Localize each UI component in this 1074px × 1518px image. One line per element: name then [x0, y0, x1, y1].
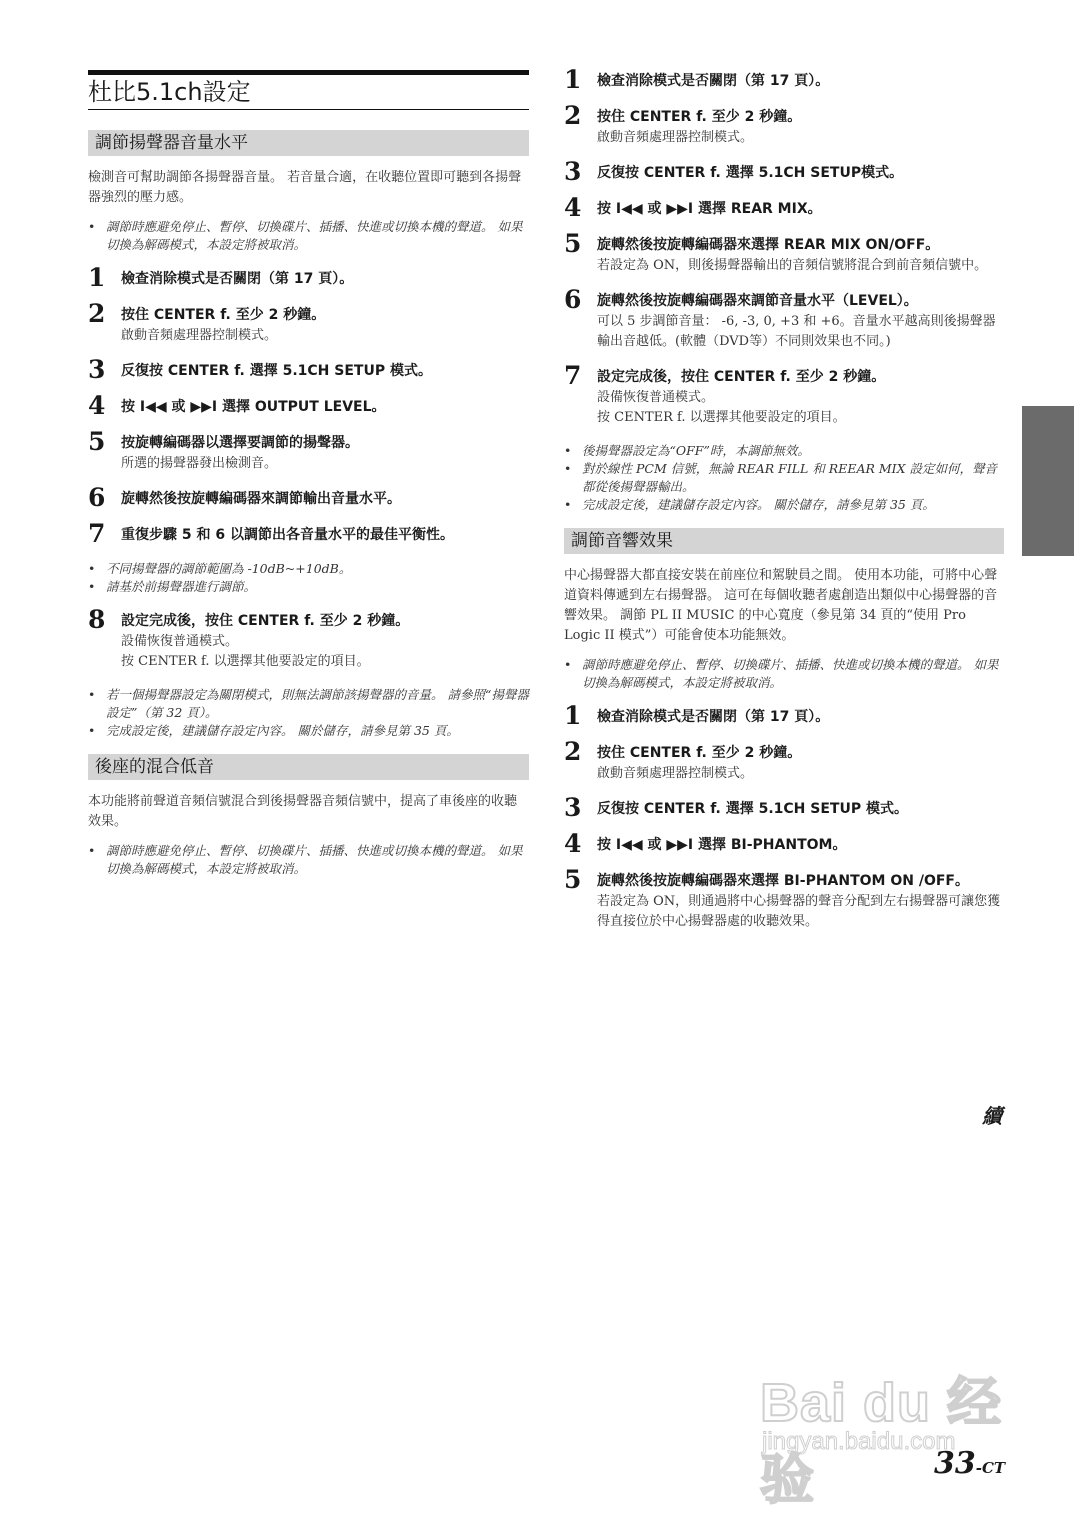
section-header-speaker-level: 調節揚聲器音量水平 [88, 130, 529, 156]
intro-text: 中心揚聲器大都直接安裝在前座位和駕駛員之間。 使用本功能，可將中心聲道資料傳遞到左右揚聲器。 這可在每個收聽者處創造出類似中心揚聲器的音響效果。 調節 PL II MUSIC 的中心寬度（參見第 34 頁的“使用 Pro Logic II 模式”）可能會使本功能無效。 [564, 568, 998, 643]
step-1: 1 檢查消除模式是否關閉（第 17 頁）。 [88, 263, 354, 292]
watermark-url: jingyan.baidu.com [762, 1428, 956, 1455]
section-header-acoustic-effect: 調節音響效果 [564, 528, 1004, 554]
page-title: 杜比5.1ch設定 [88, 78, 251, 106]
watermark-logo: Bai du 经验 [760, 1373, 1003, 1510]
page-number: 33-CT [934, 1446, 1006, 1481]
note-item: • 對於線性 PCM 信號，無論 REAR FILL 和 REEAR MIX 設定如何，聲音都從後揚聲器輸出。 [564, 461, 997, 494]
step-3: 3 反復按 CENTER f. 選擇 5.1CH SETUP 模式。 [88, 355, 432, 384]
step-7: 7 設定完成後，按住 CENTER f. 至少 2 秒鐘。 設備恢復普通模式。 按 CENTER f. 以選擇其他要設定的項目。 [564, 361, 886, 425]
left-column [88, 70, 529, 892]
step-4: 4 按 I◀◀ 或 ▶▶I 選擇 OUTPUT LEVEL。 [88, 391, 386, 420]
step-6: 6 旋轉然後按旋轉編碼器來調節音量水平（LEVEL）。 可以 5 步調節音量： -6, -3, 0, +3 和 +6。音量水平越高則後揚聲器輸出音越低。(軟體（DVD等）不同則效果也不同。) [564, 285, 996, 349]
step-3: 3 反復按 CENTER f. 選擇 5.1CH SETUP模式。 [564, 157, 904, 186]
step-2: 2 按住 CENTER f. 至少 2 秒鐘。 啟動音頻處理器控制模式。 [88, 299, 326, 343]
step-7: 7 重復步驟 5 和 6 以調節出各音量水平的最佳平衡性。 [88, 519, 454, 548]
right-column [564, 65, 1004, 946]
step-1: 1 檢查消除模式是否關閉（第 17 頁）。 [564, 701, 830, 730]
note-item: • 若一個揚聲器設定為關閉模式，則無法調節該揚聲器的音量。 請參照“揚聲器設定”（第 32 頁）。 [88, 687, 529, 720]
note-item: • 調節時應避免停止、暫停、切換碟片、插播、快進或切換本機的聲道。 如果切換為解碼模式，本設定將被取消。 [88, 843, 523, 876]
section-header-rear-mix: 後座的混合低音 [88, 754, 529, 780]
step-1: 1 檢查消除模式是否關閉（第 17 頁）。 [564, 65, 830, 94]
note-item: • 調節時應避免停止、暫停、切換碟片、插播、快進或切換本機的聲道。 如果切換為解碼模式，本設定將被取消。 [564, 657, 999, 690]
section-tab-marker [1022, 406, 1074, 556]
note-item: • 完成設定後，建議儲存設定內容。 關於儲存，請參見第 35 頁。 [88, 723, 459, 738]
note-item: • 後揚聲器設定為“OFF”時，本調節無效。 [564, 443, 810, 458]
continued-mark: 續 [982, 1104, 1002, 1128]
step-5: 5 旋轉然後按旋轉編碼器來選擇 REAR MIX ON/OFF。 若設定為 ON，則後揚聲器輸出的音頻信號將混合到前音頻信號中。 [564, 229, 988, 273]
step-2: 2 按住 CENTER f. 至少 2 秒鐘。 啟動音頻處理器控制模式。 [564, 101, 802, 145]
step-8: 8 設定完成後，按住 CENTER f. 至少 2 秒鐘。 設備恢復普通模式。 按 CENTER f. 以選擇其他要設定的項目。 [88, 605, 410, 669]
step-5: 5 按旋轉編碼器以選擇要調節的揚聲器。 所選的揚聲器發出檢測音。 [88, 427, 359, 471]
step-5: 5 旋轉然後按旋轉編碼器來選擇 BI-PHANTOM ON /OFF。 若設定為 ON，則通過將中心揚聲器的聲音分配到左右揚聲器可讓您獲得直接位於中心揚聲器處的收聽效果。 [564, 865, 1001, 929]
page-title-bar [88, 70, 529, 110]
step-3: 3 反復按 CENTER f. 選擇 5.1CH SETUP 模式。 [564, 793, 908, 822]
intro-text: 檢測音可幫助調節各揚聲器音量。 若音量合適，在收聽位置即可聽到各揚聲器強烈的壓力感。 [88, 170, 522, 205]
step-6: 6 旋轉然後按旋轉編碼器來調節輸出音量水平。 [88, 483, 401, 512]
step-4: 4 按 I◀◀ 或 ▶▶I 選擇 REAR MIX。 [564, 193, 822, 222]
note-item: • 調節時應避免停止、暫停、切換碟片、插播、快進或切換本機的聲道。 如果切換為解碼模式，本設定將被取消。 [88, 219, 523, 252]
note-item: • 完成設定後，建議儲存設定內容。 關於儲存，請參見第 35 頁。 [564, 497, 935, 512]
note-item: • 不同揚聲器的調節範圍為 -10dB~+10dB。 [88, 561, 352, 576]
intro-text: 本功能將前聲道音頻信號混合到後揚聲器音頻信號中，提高了車後座的收聽效果。 [88, 794, 518, 829]
step-4: 4 按 I◀◀ 或 ▶▶I 選擇 BI-PHANTOM。 [564, 829, 847, 858]
step-2: 2 按住 CENTER f. 至少 2 秒鐘。 啟動音頻處理器控制模式。 [564, 737, 802, 781]
note-item: • 請基於前揚聲器進行調節。 [88, 579, 257, 594]
